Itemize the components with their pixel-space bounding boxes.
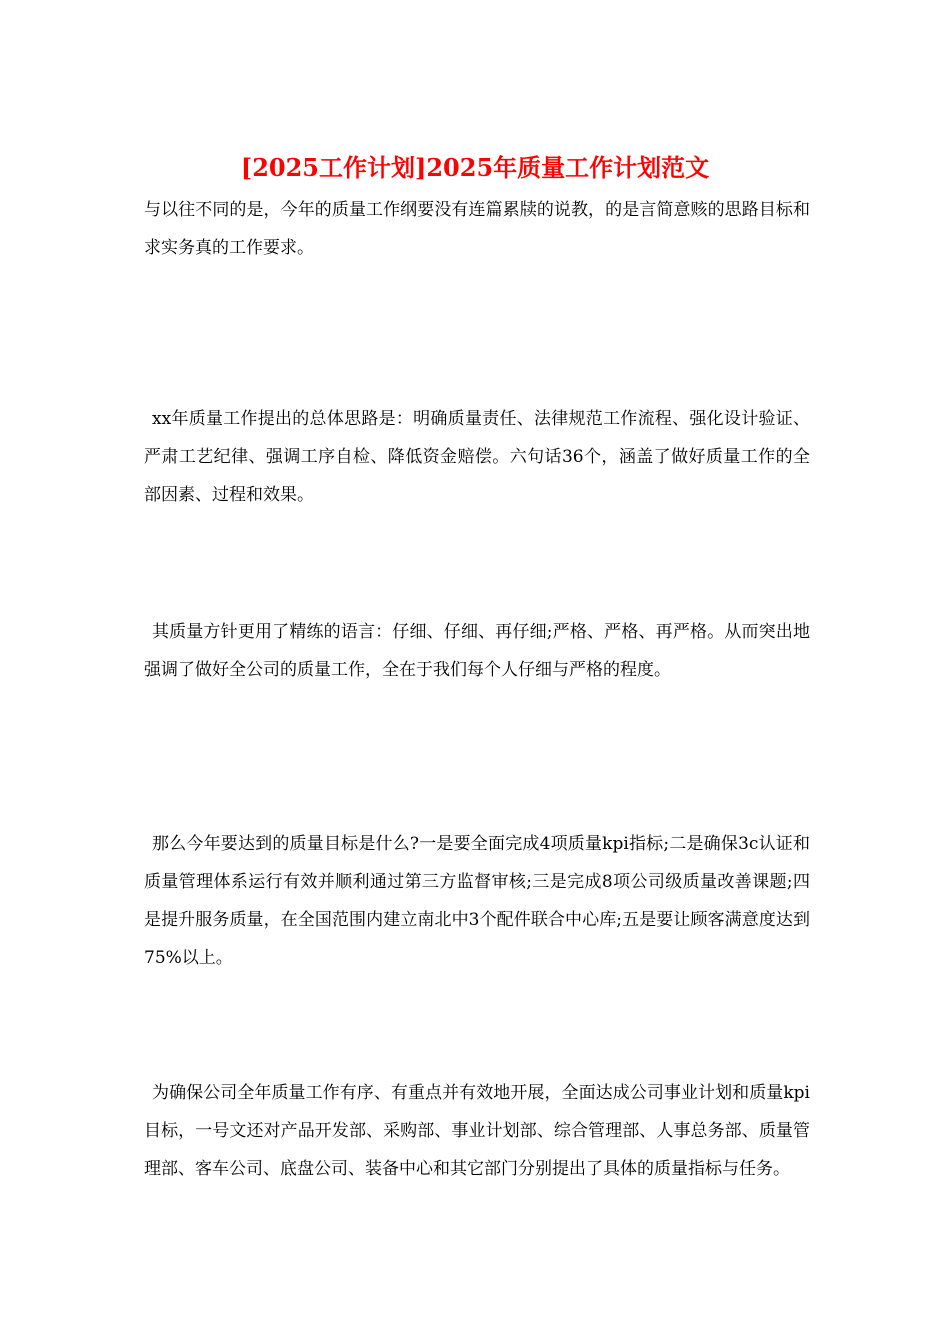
- paragraph-department-tasks: 为确保公司全年质量工作有序、有重点并有效地开展，全面达成公司事业计划和质量kpi目标，一号文还对产品开发部、采购部、事业计划部、综合管理部、人事总务部、质量管理部、客车公司、底盘公司、装备中心和其它部门分别提出了具体的质量指标与任务。: [144, 1083, 810, 1179]
- paragraph-quality-policy: 其质量方针更用了精练的语言：仔细、仔细、再仔细;严格、严格、再严格。从而突出地强调了做好全公司的质量工作，全在于我们每个人仔细与严格的程度。: [144, 622, 810, 680]
- paragraph-intro: 与以往不同的是，今年的质量工作纲要没有连篇累牍的说教，的是言简意赅的思路目标和求实务真的工作要求。: [144, 200, 810, 258]
- paragraph-quality-goals: 那么今年要达到的质量目标是什么?一是要全面完成4项质量kpi指标;二是确保3c认证和质量管理体系运行有效并顺利通过第三方监督审核;三是完成8项公司级质量改善课题;四是提升服务质量，在全国范围内建立南北中3个配件联合中心库;五是要让顾客满意度达到75%以上。: [144, 834, 810, 968]
- document-title: [2025工作计划]2025年质量工作计划范文: [240, 153, 710, 182]
- paragraph-overall-approach: xx年质量工作提出的总体思路是：明确质量责任、法律规范工作流程、强化设计验证、严肃工艺纪律、强调工序自检、降低资金赔偿。六句话36个，涵盖了做好质量工作的全部因素、过程和效果。: [144, 409, 810, 505]
